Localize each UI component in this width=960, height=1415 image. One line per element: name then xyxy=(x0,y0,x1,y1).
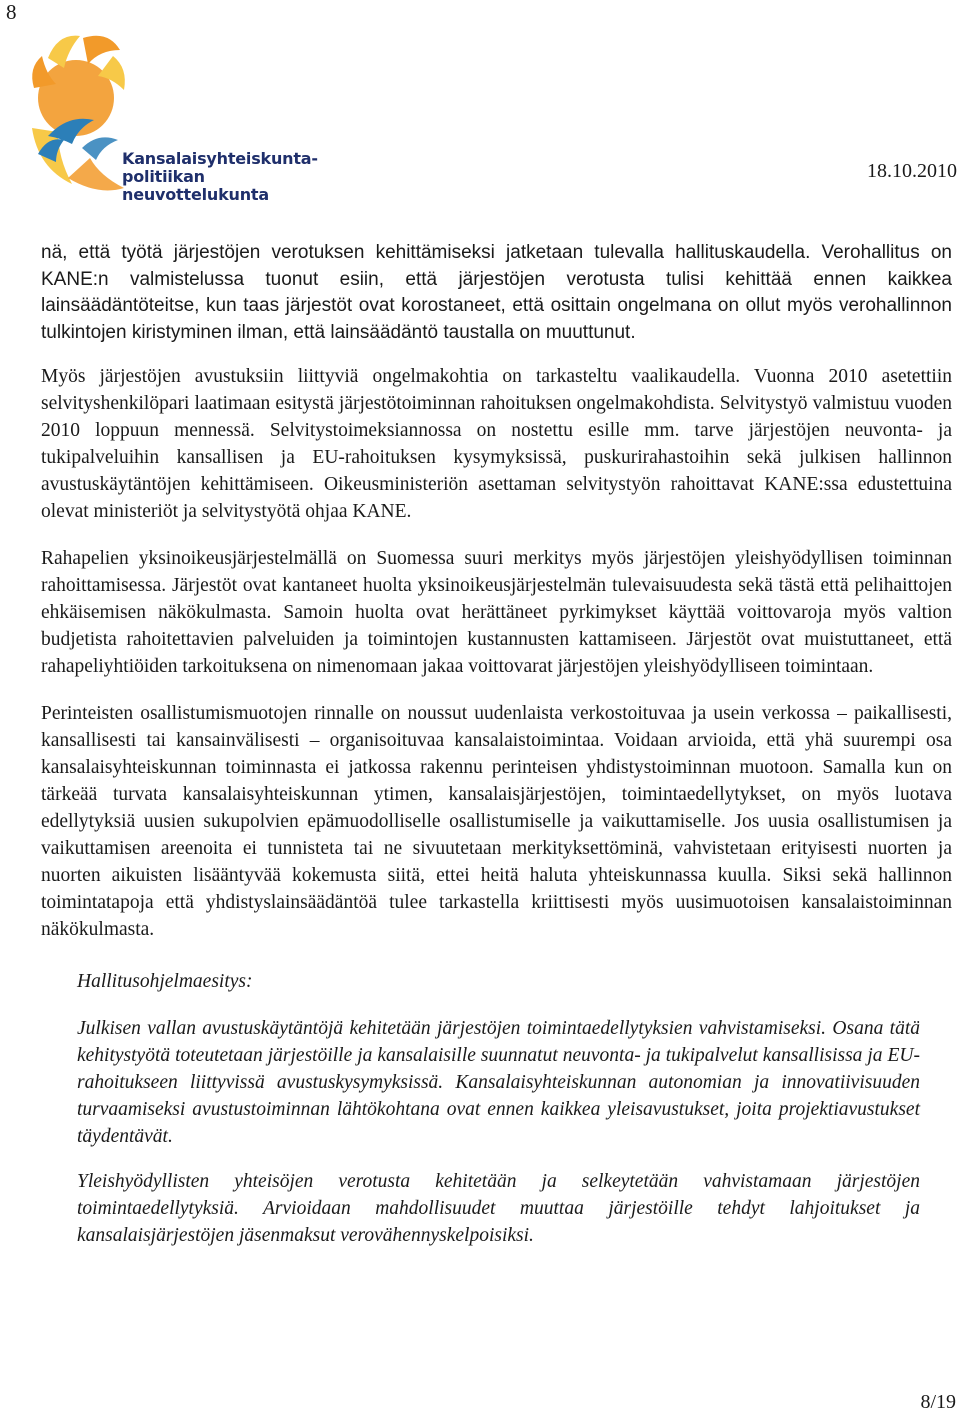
paragraph-gambling: Rahapelien yksinoikeusjärjestelmällä on Suomessa suuri merkitys myös järjestöjen yleishyödyllisen toiminnan rahoittamisessa. Järjestöt ovat kantaneet huolta yksinoikeusjärjestelmän tulevaisuudesta sekä tästä että pelihaittojen ehkäisemisen näkökulmasta. Samoin huolta ovat herättäneet pyrkimykset käyttää voittovaroja myös valtion budjetista rahoitettavien palveluiden ja toimintojen kustannusten kattamiseen. Järjestöt ovat muistuttaneet, että rahapeliyhtiöiden tarkoituksena on nimenomaan jakaa voittovarat järjestöjen yleishyödylliseen toimintaan. xyxy=(41,548,952,677)
page-number: 8 xyxy=(6,0,17,24)
organization-logo xyxy=(28,28,318,208)
logo-text-line1: Kansalaisyhteiskunta- xyxy=(122,149,318,168)
paragraph-tax: nä, että työtä järjestöjen verotuksen kehittämiseksi jatketaan tulevalla hallituskaudella. Verohallitus on KANE:n valmistelussa tuonut esiin, että järjestöjen verotusta tulisi kehittää ennen kaikkea lainsäädäntöteitse, kun taas järjestöt ovat korostaneet, että osittain ongelmana on ollut myös verohallinnon tulkintojen kiristyminen ilman, että lainsäädäntö taustalla on muuttunut. xyxy=(41,242,952,343)
government-proposal-taxation: Yleishyödyllisten yhteisöjen verotusta kehitetään ja selkeytetään vahvistamaan järjestöjen toimintaedellytyksiä. Arvioidaan mahdollisuudet muuttaa järjestöille tehdyt lahjoitukset ja kansalaisjärjestöjen jäsenmaksut verovähennyskelpoisiksi. xyxy=(77,1171,920,1246)
paragraph-grants: Myös järjestöjen avustuksiin liittyviä ongelmakohtia on tarkasteltu vaalikaudella. Vuonna 2010 asetettiin selvityshenkilöpari laatimaan esitystä järjestötoiminnan rahoituksen ongelmakohdista. Selvitystyö valmistuu vuoden 2010 loppuun mennessä. Selvitystoimeksiannossa on nostettu esille mm. tarve järjestöjen neuvonta- ja tukipalveluihin kansallisen ja EU-rahoituksen kysymyksissä, puskurirahastoihin sekä julkisen hallinnon avustuskäytäntöjen kehittämiseen. Oikeusministeriön asettaman selvitystyön rahoittavat KANE:ssa edustettuina olevat ministeriöt ja selvitystyötä ohjaa KANE. xyxy=(41,366,952,522)
paragraph-participation: Perinteisten osallistumismuotojen rinnalle on noussut uudenlaista verkostoituvaa ja usein verkossa – paikallisesti, kansallisesti tai kansainvälisesti – organisoituvaa kansalaistoimintaa. Voidaan arvioida, että yhä suurempi osa kansalaisyhteiskunnan toiminnasta ei jatkossa rakennu perinteisen yhdistystoiminnan muotoon. Samalla kun on tärkeää turvata kansalaisyhteiskunnan ytimen, kansalaisjärjestöjen, toimintaedellytykset, on myös luotava edellytyksiä uusien sukupolvien epämuodolliselle osallistumiselle ja vaikuttamiselle. Jos uusia osallistumisen ja vaikuttamisen areenoita ei tunnisteta tai ne sivuutetaan merkityksettöminä, vahvistetaan erityisesti nuorten ja nuorten aikuisten lisääntyvää kokemusta siitä, ettei heitä haluta yhteiskunnassa kuulla. Siksi sekä hallinnon toimintatapoja että yhdistyslainsäädäntöä tulee tarkastella kriittisesti myös uusimuotoisen kansalaistoiminnan näkökulmasta. xyxy=(41,703,952,940)
document-date: 18.10.2010 xyxy=(867,160,957,182)
government-proposal-grants: Julkisen vallan avustuskäytäntöjä kehitetään järjestöjen toimintaedellytyksien vahvistamiseksi. Osana tätä kehitystyötä toteutetaan järjestöille ja kansalaisille suunnatut neuvonta- ja tukipalvelut kansallisissa ja EU-rahoitukseen liittyvissä avustuskysymyksissä. Kansalaisyhteiskunnan autonomian ja innovatiivisuuden turvaamiseksi avustustoiminnan lähtökohtana ovat ennen kaikkea yleisavustukset, joita projektiavustukset täydentävät. xyxy=(77,1018,920,1147)
logo-text xyxy=(122,150,318,204)
government-proposal-heading: Hallitusohjelmaesitys: xyxy=(77,971,253,992)
logo-text-line2: politiikan neuvottelukunta xyxy=(122,167,269,204)
page-counter: 8/19 xyxy=(920,1391,956,1413)
document-body xyxy=(41,240,952,1249)
